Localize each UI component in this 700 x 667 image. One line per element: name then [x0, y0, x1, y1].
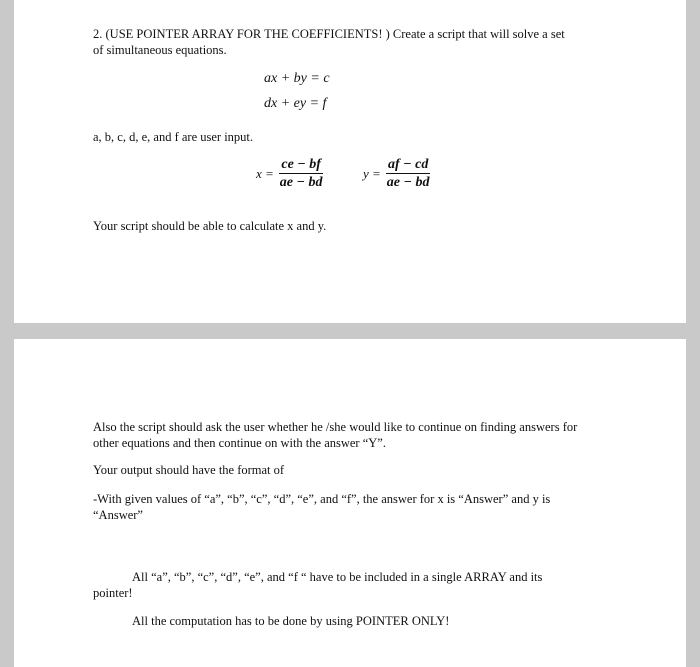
document-page-1: [14, 0, 686, 323]
problem-statement-line-1: 2. (USE POINTER ARRAY FOR THE COEFFICIENTS! ) Create a script that will solve a set: [93, 27, 565, 41]
formula-y-numerator: af − cd: [387, 157, 429, 172]
document-page-2: [14, 339, 686, 667]
calculation-note: Your script should be able to calculate x and y.: [93, 219, 327, 233]
array-requirement-line-1: All “a”, “b”, “c”, “d”, “e”, and “f “ have to be included in a single ARRAY and its: [132, 570, 543, 584]
array-requirement-line-2: pointer!: [93, 586, 133, 600]
output-format-heading: Your output should have the format of: [93, 463, 285, 477]
output-format-line-2: “Answer”: [93, 508, 143, 522]
pointer-only-requirement: All the computation has to be done by using POINTER ONLY!: [132, 614, 450, 628]
equation-1: ax + by = c: [264, 71, 330, 86]
problem-statement-line-2: of simultaneous equations.: [93, 43, 227, 57]
formula-x-numerator: ce − bf: [281, 157, 321, 172]
equation-2: dx + ey = f: [264, 96, 327, 111]
formula-x: [256, 156, 325, 191]
formula-y-denominator: ae − bd: [386, 175, 430, 190]
continue-prompt-line-1: Also the script should ask the user whether he /she would like to continue on finding answers for: [93, 420, 578, 434]
continue-prompt-line-2: other equations and then continue on with the answer “Y”.: [93, 436, 386, 450]
formula-x-denominator: ae − bd: [279, 175, 323, 190]
formula-y: [363, 156, 432, 191]
user-input-note: a, b, c, d, e, and f are user input.: [93, 130, 254, 144]
formula-y-lhs: y =: [363, 165, 381, 181]
formula-x-lhs: x =: [256, 165, 274, 181]
output-format-line-1: -With given values of “a”, “b”, “c”, “d”, “e”, and “f”, the answer for x is “Answer” and y is: [93, 492, 551, 506]
